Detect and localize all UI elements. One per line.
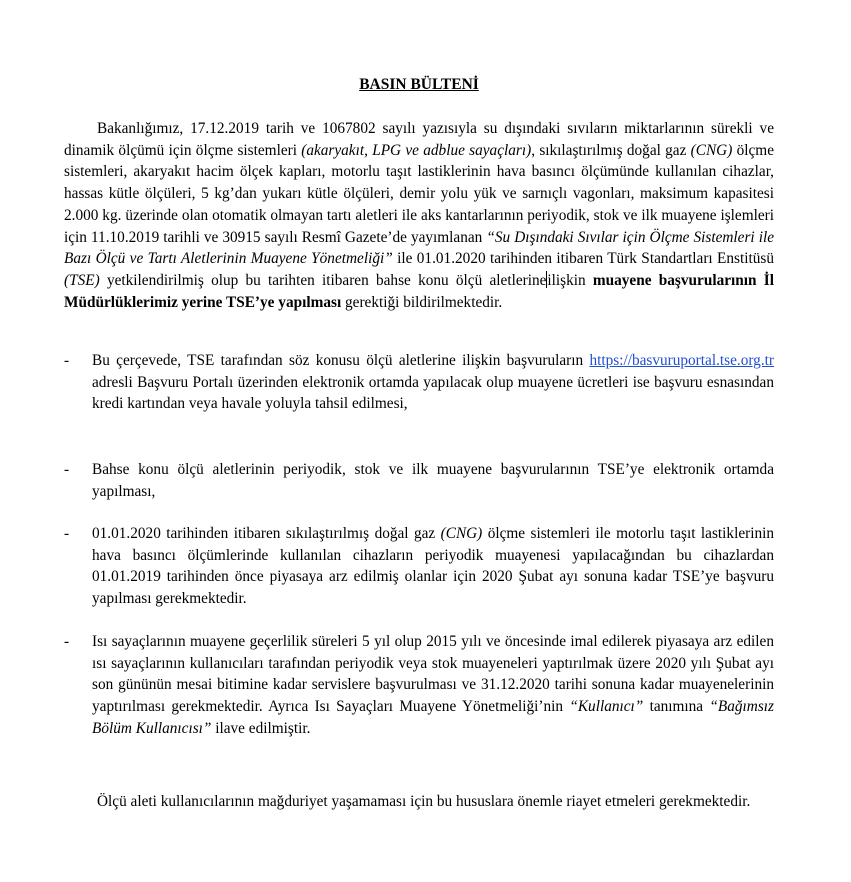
bullet-dash: - bbox=[64, 352, 70, 369]
intro-text-6: ilişkin bbox=[547, 271, 593, 289]
list-item-text-b: ölçme sistemleri ile motorlu taşıt lastiklerinin hava basıncı ölçümlerinde kullanılan cihazların periyodik muayenesi yapılacağından bu cihazlardan 01.01.2019 tarihinden önce piyasaya arz edilmiş olanlar için 2020 Şubat ayı sonuna kadar TSE’ye başvuru yapılması gerekmektedir. bbox=[92, 525, 774, 608]
document-title: BASIN BÜLTENİ bbox=[359, 76, 479, 93]
list-item-text-a: Isı sayaçlarının muayene geçerlilik süreleri 5 yıl olup 2015 yılı ve öncesinde imal edilerek piyasaya arz edilen ısı sayaçlarının kullanıcıları tarafından periyodik veya stok muayeneleri yaptırılmak üzere 2020 yılı Şubat ayı son gününün mesai bitimine kadar servislere başvurulması ve 31.12.2020 tarihi sonuna kadar muayenelerinin yaptırılması gerekmektedir. Ayrıca Isı Sayaçları Muayene Yönetmeliği’nin bbox=[92, 633, 774, 716]
intro-text-3: ölçme sistemleri, akaryakıt hacim ölçek kapları, motorlu taşıt lastiklerinin hava basıncı ölçümünde kullanılan cihazlar, hassas kütle ölçüleri, 5 kg’dan yukarı kütle ölçüleri, demir yolu yük ve sarnıçlı vagonları, maksimum kapasitesi 2.000 kg. üzerinde olan otomatik olmayan tartı aletleri ile aks kantarlarının periyodik, stok ve ilk muayene işlemleri için 11.10.2019 tarihli ve 30915 sayılı Resmî Gazete’de yayımlanan bbox=[64, 141, 774, 246]
list-item-text-b: tanımına bbox=[643, 698, 710, 716]
closing-paragraph: Ölçü aleti kullanıcılarının mağduriyet yaşamaması için bu hususlara önemle riayet etmeleri gerekmektedir. bbox=[97, 793, 751, 810]
list-item-text bbox=[92, 631, 774, 740]
intro-text-1: Bakanlığımız, 17.12.2019 tarih ve 1067802 sayılı yazısıyla su dışındaki sıvıların miktarlarının sürekli ve dinamik ölçümü için ölçme sistemleri bbox=[64, 120, 774, 159]
intro-italic-1: (akaryakıt, LPG ve adblue sayaçları) bbox=[301, 141, 532, 159]
list-item-text bbox=[92, 523, 774, 610]
list-item-text-a: Bahse konu ölçü aletlerinin periyodik, stok ve ilk muayene başvurularının TSE’ye elektronik ortamda yapılması, bbox=[92, 461, 774, 500]
intro-paragraph bbox=[64, 118, 774, 313]
list-item-text bbox=[92, 350, 774, 415]
bullet-dash: - bbox=[64, 525, 70, 542]
list-item-text-a: Bu çerçevede, TSE tarafından söz konusu ölçü aletlerine ilişkin başvuruların bbox=[92, 352, 590, 369]
intro-bold-statement: muayene başvurularının İl Müdürlüklerimiz yerine TSE’ye yapılması bbox=[64, 271, 774, 311]
list-item-italic-2: “Bağımsız Bölüm Kullanıcısı” bbox=[92, 698, 774, 737]
list-item-text-b: adresli Başvuru Portalı üzerinden elektronik ortamda yapılacak olup muayene ücretleri ise başvuru esnasından kredi kartından veya havale yoluyla tahsil edilmesi, bbox=[92, 373, 774, 413]
regulation-title: “Su Dışındaki Sıvılar için Ölçme Sistemleri ile Bazı Ölçü ve Tartı Aletlerinin Muayene Yönetmeliği” bbox=[64, 228, 775, 268]
intro-text-4: ile 01.01.2020 tarihinden itibaren Türk Standartları Enstitüsü bbox=[392, 250, 774, 268]
portal-link[interactable]: https://basvuruportal.tse.org.tr bbox=[589, 352, 774, 369]
intro-text-2: , sıkılaştırılmış doğal gaz bbox=[531, 141, 691, 159]
intro-text-7: gerektiği bildirilmektedir. bbox=[341, 293, 503, 311]
bullet-dash: - bbox=[64, 633, 70, 650]
intro-italic-2: (CNG) bbox=[690, 141, 733, 159]
intro-italic-tse: (TSE) bbox=[64, 271, 100, 289]
list-item-text bbox=[92, 459, 774, 502]
list-item-text-c: ilave edilmiştir. bbox=[211, 719, 311, 737]
list-item-text-a: 01.01.2020 tarihinden itibaren sıkılaştırılmış doğal gaz bbox=[92, 525, 441, 542]
list-item-italic: (CNG) bbox=[440, 525, 483, 542]
intro-text-5: yetkilendirilmiş olup bu tarihten itibaren bahse konu ölçü aletlerine bbox=[99, 271, 547, 289]
bullet-dash: - bbox=[64, 461, 70, 478]
list-item-italic-1: “Kullanıcı” bbox=[569, 698, 644, 716]
